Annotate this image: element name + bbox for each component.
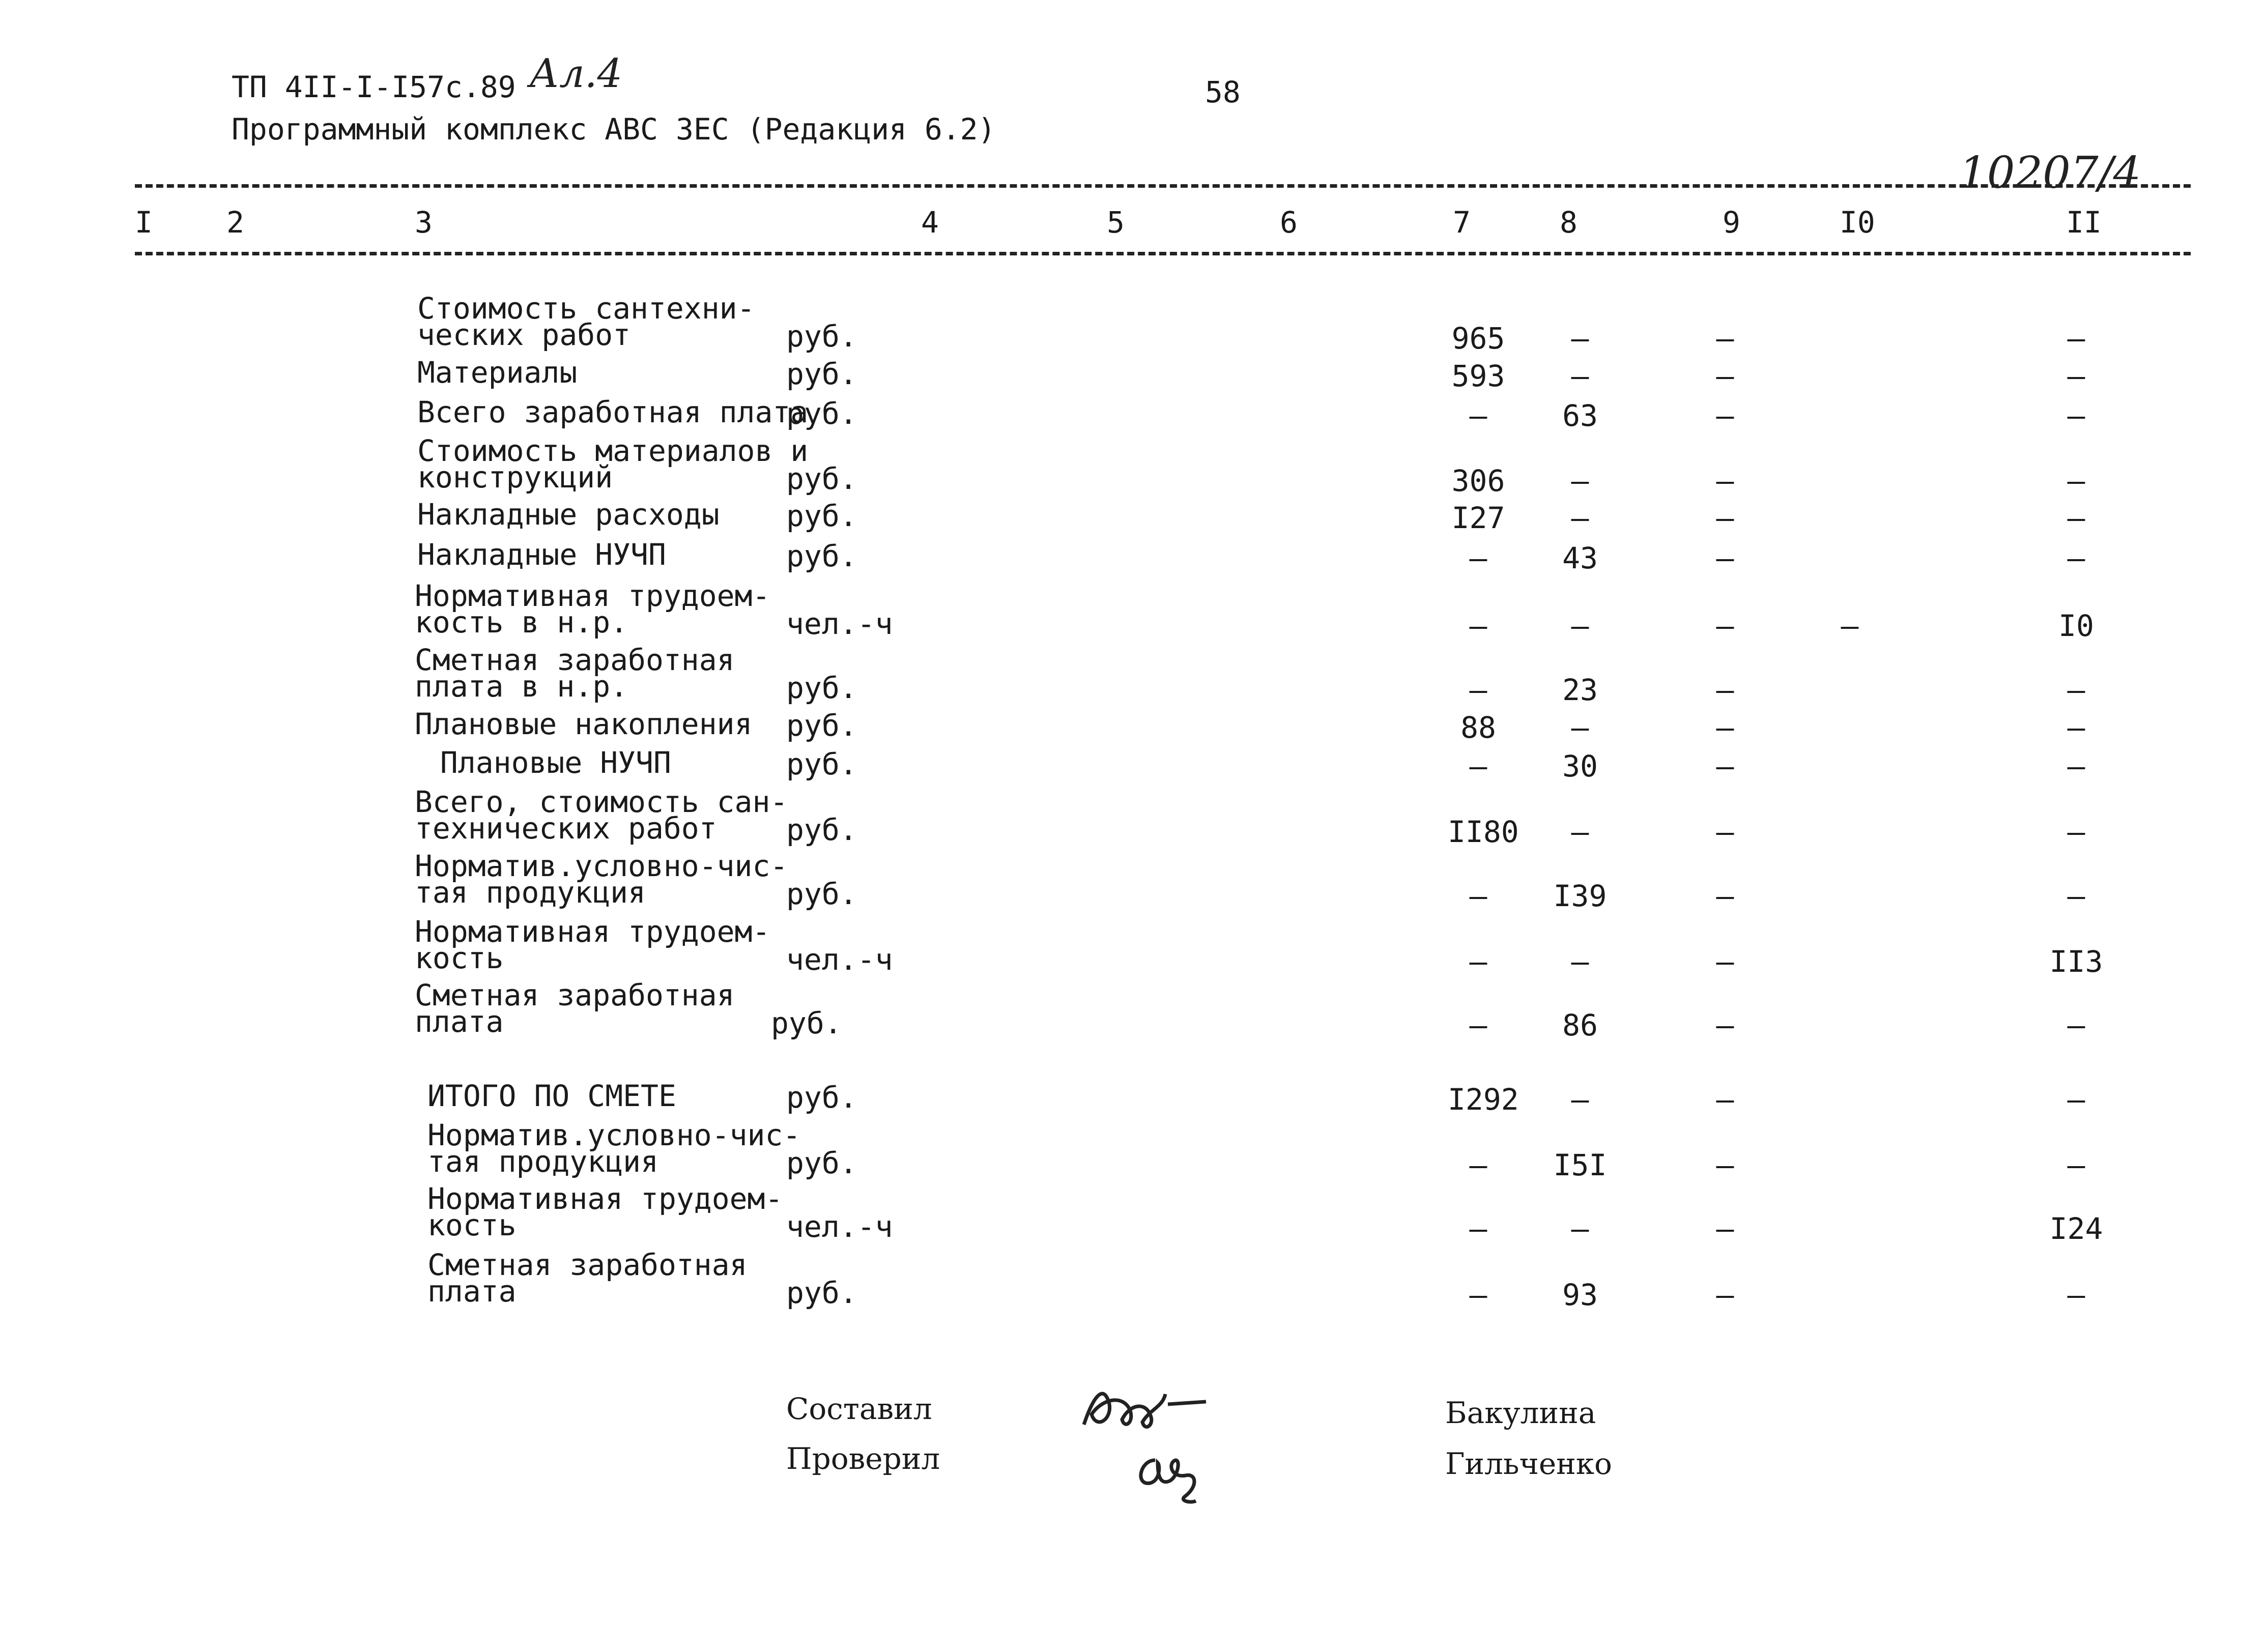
row-label: Накладные расходы xyxy=(417,497,720,532)
row-unit: руб. xyxy=(786,357,857,391)
row-cell-c7: – xyxy=(1469,1008,1487,1042)
row-cell-c8: – xyxy=(1571,501,1589,535)
row-cell-c9: – xyxy=(1716,463,1734,498)
row-cell-c8: I39 xyxy=(1553,879,1607,913)
row-cell-c8: 86 xyxy=(1562,1008,1598,1042)
row-unit: руб. xyxy=(786,1276,857,1310)
row-cell-c7: II80 xyxy=(1448,815,1519,849)
row-cell-c8: – xyxy=(1571,463,1589,498)
row-label: Сметная заработная плата в н.р. xyxy=(415,643,735,704)
row-label: Нормативная трудоем- кость в н.р. xyxy=(415,578,770,640)
row-cell-c8: – xyxy=(1571,359,1589,393)
row-cell-c11: I0 xyxy=(2058,608,2094,643)
row-unit: руб. xyxy=(786,708,857,743)
row-label: ИТОГО ПО СМЕТЕ xyxy=(427,1079,676,1113)
row-label: Всего, стоимость сан- технических работ xyxy=(415,785,788,846)
compiled-signature xyxy=(1074,1374,1226,1440)
row-unit: руб. xyxy=(786,877,857,911)
row-unit: руб. xyxy=(786,319,857,354)
row-cell-c7: – xyxy=(1469,608,1487,643)
row-cell-c7: – xyxy=(1469,749,1487,784)
row-cell-c11: I24 xyxy=(2049,1211,2103,1246)
row-cell-c9: – xyxy=(1716,879,1734,913)
row-cell-c11: – xyxy=(2067,749,2085,784)
column-number-4: 4 xyxy=(921,205,939,240)
row-unit: руб. xyxy=(786,396,857,431)
row-unit: руб. xyxy=(786,1146,857,1180)
row-cell-c11: – xyxy=(2067,815,2085,849)
row-cell-c8: 63 xyxy=(1562,398,1598,433)
row-unit: руб. xyxy=(786,539,857,573)
row-unit: руб. xyxy=(786,461,857,496)
row-label: Стоимость сантехни- ческих работ xyxy=(417,291,755,352)
row-unit: руб. xyxy=(786,671,857,705)
row-cell-c9: – xyxy=(1716,321,1734,356)
checked-name: Гильченко xyxy=(1445,1446,1612,1481)
row-unit: руб. xyxy=(786,1080,857,1115)
column-number-10: I0 xyxy=(1840,205,1875,240)
row-cell-c11: – xyxy=(2067,1008,2085,1042)
row-cell-c9: – xyxy=(1716,1008,1734,1042)
row-cell-c11: II3 xyxy=(2049,944,2103,979)
row-cell-c9: – xyxy=(1716,1082,1734,1117)
row-label: Накладные НУЧП xyxy=(417,537,666,572)
page-number: 58 xyxy=(1205,75,1241,109)
row-label: Норматив.условно-чис- тая продукция xyxy=(415,849,788,910)
row-cell-c11: – xyxy=(2067,359,2085,393)
column-number-7: 7 xyxy=(1453,205,1471,240)
row-cell-c7: 593 xyxy=(1451,359,1505,393)
row-cell-c8: – xyxy=(1571,1082,1589,1117)
row-cell-c9: – xyxy=(1716,541,1734,575)
row-cell-c9: – xyxy=(1716,815,1734,849)
row-cell-c9: – xyxy=(1716,710,1734,745)
row-cell-c8: 93 xyxy=(1562,1278,1598,1312)
column-number-1: I xyxy=(135,205,153,240)
row-label: Сметная заработная плата xyxy=(415,978,735,1039)
row-cell-c7: – xyxy=(1469,398,1487,433)
row-label: Материалы xyxy=(417,355,578,390)
row-cell-c11: – xyxy=(2067,710,2085,745)
row-cell-c9: – xyxy=(1716,1211,1734,1246)
compiled-name: Бакулина xyxy=(1445,1396,1596,1430)
row-label: Норматив.условно-чис- тая продукция xyxy=(427,1118,801,1179)
row-cell-c9: – xyxy=(1716,673,1734,707)
row-unit: руб. xyxy=(786,499,857,533)
row-cell-c7: – xyxy=(1469,879,1487,913)
row-label: Плановые НУЧП xyxy=(422,745,671,780)
row-cell-c11: – xyxy=(2067,673,2085,707)
handwritten-number: 10207/4 xyxy=(1959,148,2141,198)
row-label: Нормативная трудоем- кость xyxy=(415,914,770,975)
row-cell-c11: – xyxy=(2067,541,2085,575)
column-number-6: 6 xyxy=(1280,205,1298,240)
header-bottom-rule xyxy=(135,252,2191,255)
row-cell-c7: – xyxy=(1469,673,1487,707)
row-cell-c11: – xyxy=(2067,321,2085,356)
row-cell-c8: – xyxy=(1571,1211,1589,1246)
row-cell-c9: – xyxy=(1716,749,1734,784)
program-title: Программный комплекс АВС ЗЕС (Редакция 6.2) xyxy=(232,112,996,147)
row-label: Всего заработная плата xyxy=(417,395,809,429)
row-cell-c7: I27 xyxy=(1451,501,1505,535)
column-number-8: 8 xyxy=(1560,205,1578,240)
document-code: ТП 4II-I-I57с.89 xyxy=(232,70,516,104)
row-cell-c7: 306 xyxy=(1451,463,1505,498)
compiled-label: Составил xyxy=(786,1392,932,1426)
row-cell-c10: – xyxy=(1841,608,1859,643)
row-cell-c11: – xyxy=(2067,879,2085,913)
row-cell-c11: – xyxy=(2067,1148,2085,1182)
row-cell-c11: – xyxy=(2067,501,2085,535)
row-cell-c9: – xyxy=(1716,608,1734,643)
row-cell-c7: 88 xyxy=(1460,710,1496,745)
row-label: Нормативная трудоем- кость xyxy=(427,1181,783,1242)
row-cell-c11: – xyxy=(2067,1278,2085,1312)
row-cell-c7: – xyxy=(1469,944,1487,979)
row-cell-c9: – xyxy=(1716,359,1734,393)
row-unit: руб. xyxy=(786,813,857,847)
row-unit: руб. xyxy=(786,747,857,781)
column-number-5: 5 xyxy=(1107,205,1125,240)
row-cell-c9: – xyxy=(1716,1148,1734,1182)
row-cell-c11: – xyxy=(2067,463,2085,498)
row-cell-c9: – xyxy=(1716,501,1734,535)
row-unit: чел.-ч xyxy=(786,1209,893,1244)
row-cell-c9: – xyxy=(1716,398,1734,433)
checked-label: Проверил xyxy=(786,1441,940,1476)
row-cell-c11: – xyxy=(2067,398,2085,433)
row-cell-c7: – xyxy=(1469,541,1487,575)
row-unit: чел.-ч xyxy=(786,606,893,641)
row-cell-c7: – xyxy=(1469,1148,1487,1182)
row-cell-c8: – xyxy=(1571,321,1589,356)
row-cell-c8: 30 xyxy=(1562,749,1598,784)
row-cell-c8: – xyxy=(1571,815,1589,849)
column-number-2: 2 xyxy=(226,205,244,240)
row-cell-c7: – xyxy=(1469,1211,1487,1246)
row-label: Стоимость материалов и конструкций xyxy=(417,433,809,495)
checked-signature xyxy=(1130,1440,1211,1506)
row-unit: чел.-ч xyxy=(786,942,893,977)
row-cell-c9: – xyxy=(1716,944,1734,979)
row-cell-c9: – xyxy=(1716,1278,1734,1312)
row-cell-c8: – xyxy=(1571,608,1589,643)
row-cell-c8: 23 xyxy=(1562,673,1598,707)
header-top-rule xyxy=(135,184,2191,188)
row-unit: руб. xyxy=(771,1006,842,1040)
row-label: Плановые накопления xyxy=(415,707,753,741)
handwritten-tag: Ал.4 xyxy=(529,51,623,97)
row-label: Сметная заработная плата xyxy=(427,1248,748,1309)
row-cell-c8: – xyxy=(1571,944,1589,979)
row-cell-c7: – xyxy=(1469,1278,1487,1312)
row-cell-c8: I5I xyxy=(1553,1148,1607,1182)
row-cell-c7: 965 xyxy=(1451,321,1505,356)
column-number-11: II xyxy=(2066,205,2102,240)
column-number-9: 9 xyxy=(1723,205,1740,240)
row-cell-c8: 43 xyxy=(1562,541,1598,575)
row-cell-c8: – xyxy=(1571,710,1589,745)
row-cell-c7: I292 xyxy=(1448,1082,1519,1117)
row-cell-c11: – xyxy=(2067,1082,2085,1117)
column-number-3: 3 xyxy=(415,205,433,240)
